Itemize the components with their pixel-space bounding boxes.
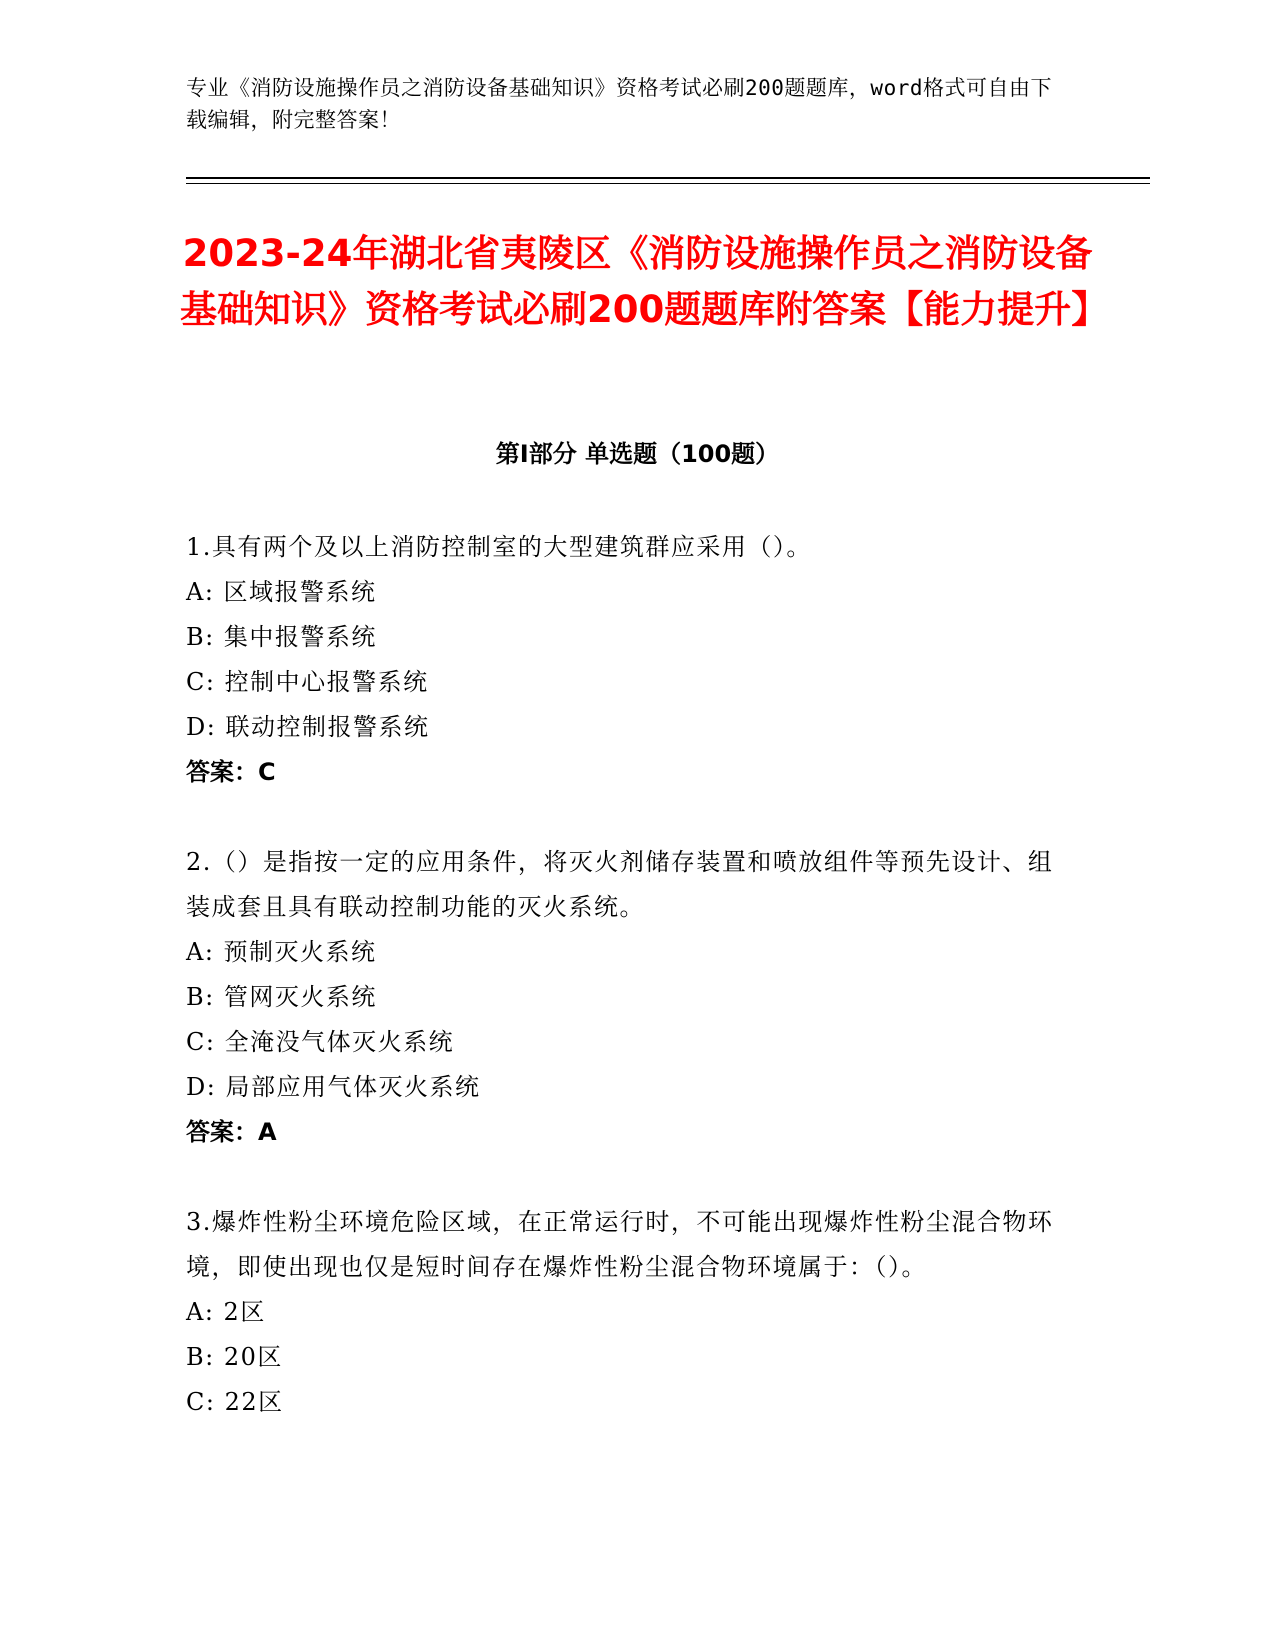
- question-2: [186, 840, 1066, 1155]
- option-c: C: 22区: [186, 1388, 284, 1416]
- question-stem: 2.（）是指按一定的应用条件，将灭火剂储存装置和喷放组件等预先设计、组装成套且具有联动控制功能的灭火系统。: [186, 848, 1054, 921]
- question-stem: 1.具有两个及以上消防控制室的大型建筑群应采用（）。: [186, 533, 812, 561]
- option-b: B: 集中报警系统: [186, 623, 377, 651]
- answer-line: 答案：C: [186, 758, 276, 786]
- question-3: [186, 1200, 1066, 1425]
- option-b: B: 管网灭火系统: [186, 983, 377, 1011]
- header-note: 专业《消防设施操作员之消防设备基础知识》资格考试必刷200题题库，word格式可自由下载编辑，附完整答案！: [186, 76, 1052, 132]
- header-divider-thick: [186, 177, 1150, 179]
- document-title: 2023-24年湖北省夷陵区《消防设施操作员之消防设备基础知识》资格考试必刷200题题库附答案【能力提升】: [180, 232, 1109, 331]
- option-a: A: 预制灭火系统: [186, 938, 377, 966]
- option-c: C: 全淹没气体灭火系统: [186, 1028, 455, 1056]
- header-divider-thin: [186, 183, 1150, 184]
- option-a: A: 2区: [186, 1298, 266, 1326]
- question-1: [186, 525, 1066, 795]
- question-list: [186, 525, 1066, 1470]
- option-a: A: 区域报警系统: [186, 578, 377, 606]
- option-b: B: 20区: [186, 1343, 283, 1371]
- option-c: C: 控制中心报警系统: [186, 668, 429, 696]
- question-stem: 3.爆炸性粉尘环境危险区域，在正常运行时，不可能出现爆炸性粉尘混合物环境，即使出现也仅是短时间存在爆炸性粉尘混合物环境属于：（）。: [186, 1208, 1054, 1281]
- answer-line: 答案：A: [186, 1118, 277, 1146]
- section-heading: 第I部分 单选题（100题）: [495, 440, 780, 468]
- option-d: D: 局部应用气体灭火系统: [186, 1073, 481, 1101]
- option-d: D: 联动控制报警系统: [186, 713, 430, 741]
